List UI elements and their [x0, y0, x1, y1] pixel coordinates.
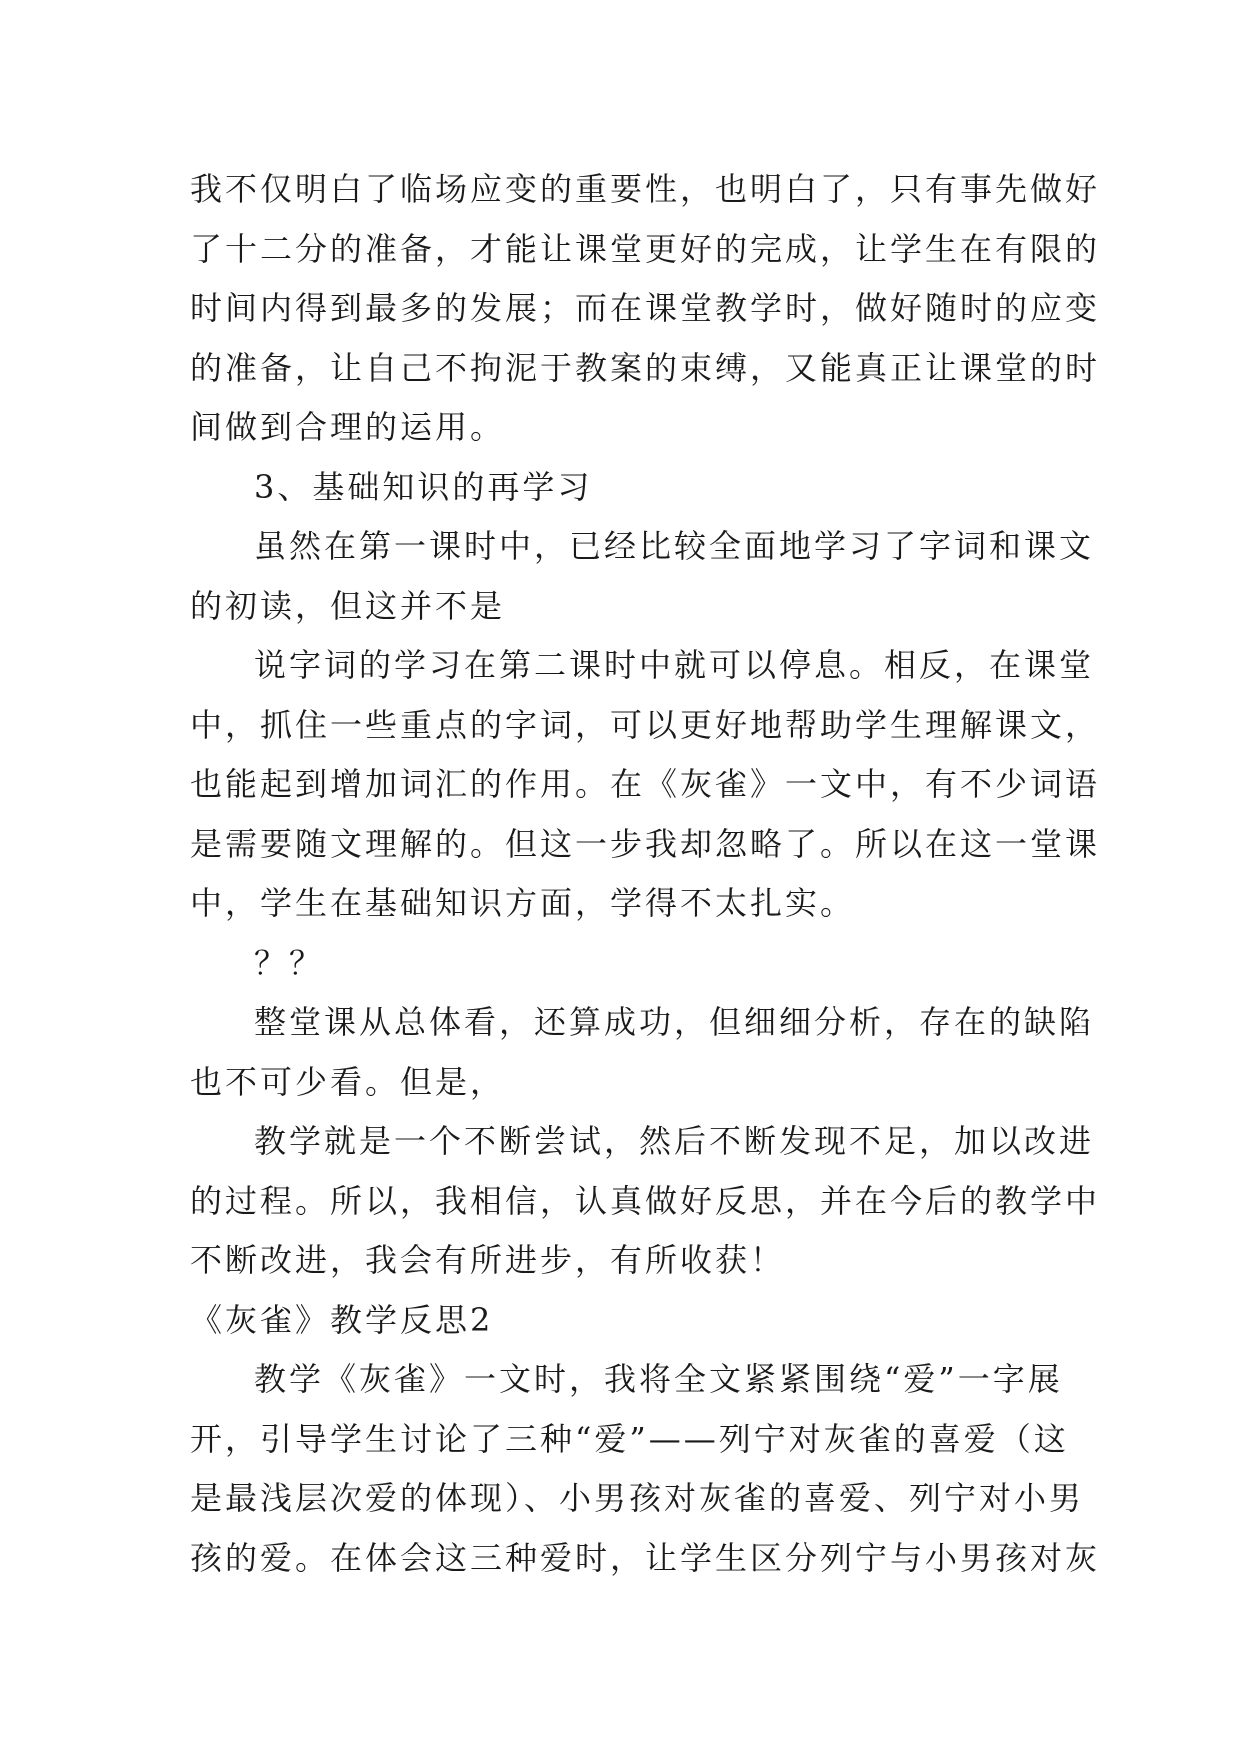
text-line: 是最浅层次爱的体现）、小男孩对灰雀的喜爱、列宁对小男: [190, 1479, 1085, 1517]
text-line: 的准备，让自己不拘泥于教案的束缚，又能真正让课堂的时: [190, 348, 1101, 387]
text-line: 时间内得到最多的发展；而在课堂教学时，做好随时的应变: [190, 289, 1101, 327]
text-line: 教学《灰雀》一文时，我将全文紧紧围绕“爱”一字展: [254, 1360, 1063, 1398]
text-line: 也不可少看。但是，: [190, 1062, 506, 1101]
text-line: 的初读，但这并不是: [190, 586, 506, 625]
text-line: 间做到合理的运用。: [190, 408, 506, 446]
text-line: 也能起到增加词汇的作用。在《灰雀》一文中，有不少词语: [190, 765, 1101, 803]
text-line: 3、基础知识的再学习: [254, 467, 593, 506]
text-line: 了十二分的准备，才能让课堂更好的完成，让学生在有限的: [190, 229, 1101, 268]
text-line: 虽然在第一课时中，已经比较全面地学习了字词和课文: [254, 527, 1095, 565]
text-line: 说字词的学习在第二课时中就可以停息。相反，在课堂: [254, 646, 1095, 684]
text-line: 中，抓住一些重点的字词，可以更好地帮助学生理解课文，: [190, 705, 1101, 744]
text-line: 开，引导学生讨论了三种“爱”——列宁对灰雀的喜爱（这: [190, 1419, 1069, 1458]
text-line: 《灰雀》教学反思2: [190, 1300, 494, 1339]
text-line: 整堂课从总体看，还算成功，但细细分析，存在的缺陷: [254, 1003, 1095, 1041]
text-line: 是需要随文理解的。但这一步我却忽略了。所以在这一堂课: [190, 824, 1101, 863]
text-line: 教学就是一个不断尝试，然后不断发现不足，加以改进: [254, 1122, 1095, 1160]
text-line: 不断改进，我会有所进步，有所收获！: [190, 1241, 786, 1279]
document-body: [190, 160, 1101, 1588]
text-line: 孩的爱。在体会这三种爱时，让学生区分列宁与小男孩对灰: [190, 1538, 1101, 1577]
text-line: 的过程。所以，我相信，认真做好反思，并在今后的教学中: [190, 1181, 1101, 1220]
text-line: 中，学生在基础知识方面，学得不太扎实。: [190, 884, 856, 922]
text-line: 我不仅明白了临场应变的重要性，也明白了，只有事先做好: [190, 170, 1101, 208]
text-line: ？？: [254, 943, 325, 982]
